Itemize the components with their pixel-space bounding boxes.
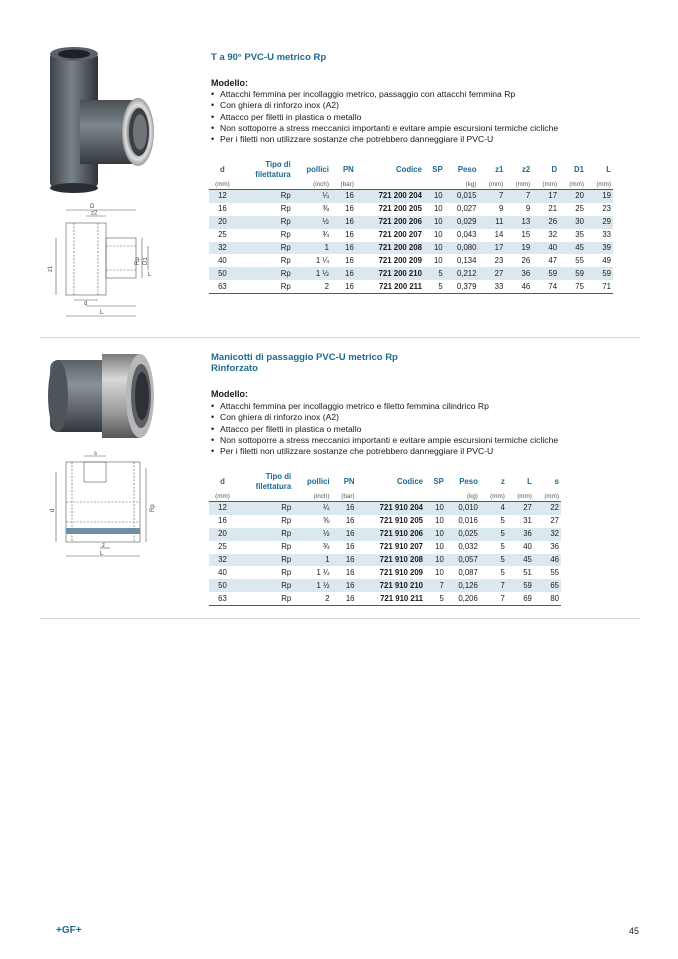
list-item: • Per i filetti non utilizzare sostanze che potrebbero danneggiare il PVC-U [211,134,558,145]
table-cell: 10 [433,204,443,214]
table-cell: 14 [494,230,504,240]
table-cell: 10 [435,567,444,577]
table-row [209,579,561,592]
reducer-spec-table [209,472,561,606]
table-cell: ¼ [293,190,331,203]
table-cell: 30 [559,216,586,229]
table-cell: 16 [345,230,354,240]
table-row [209,203,613,216]
table-cell: 721 200 211 [356,280,424,293]
column-header: z [500,477,505,486]
table-cell: 721 200 209 [378,255,422,265]
table-cell: 36 [507,528,534,541]
table-cell: 20 [559,190,586,203]
column-header: d [220,477,225,486]
table-cell: 11 [478,216,505,229]
table-cell: 721 200 208 [356,242,424,255]
table-cell: 721 910 205 [379,516,424,526]
tee-spec-table [209,160,613,294]
table-header-row [209,160,613,180]
table-cell: 0,010 [446,502,480,515]
table-cell: 721 200 207 [378,230,422,240]
table-cell: 26 [521,255,531,265]
table-cell: 49 [602,255,611,265]
column-header: PN [342,165,354,174]
table-cell: 0,057 [446,554,480,567]
table-cell: 25 [218,230,227,240]
table-row [209,541,561,554]
section1-model-label: Modello: [211,78,248,88]
column-unit: (mm) [209,492,236,502]
column-header: z1 [495,165,504,174]
table-cell: 10 [435,516,444,526]
column-header: SP [433,477,444,486]
table-cell: 65 [534,579,561,592]
table-cell: 71 [586,280,613,293]
column-header: Tipo di filettatura [255,472,292,491]
column-header: Codice [397,477,424,486]
table-cell: 16 [331,242,356,255]
tee-dim-Rp: Rp [135,257,141,265]
table-cell: 721 910 207 [379,542,424,552]
table-cell: 26 [532,216,559,229]
table-cell: 0,016 [458,516,478,526]
column-header: D1 [574,165,584,174]
table-cell: ⅜ [323,516,330,526]
table-cell: 7 [505,190,532,203]
table-cell: 10 [425,502,446,515]
table-cell: Rp [281,542,292,552]
table-cell: 4 [480,502,507,515]
table-cell: 0,379 [445,280,479,293]
table-unit-row [209,180,613,190]
list-item: • Attacchi femmina per incollaggio metrico e filetto femmina cilindrico Rp [211,401,558,412]
tee-dim-D: D [90,204,95,210]
table-cell: 19 [586,190,613,203]
table-row [209,592,561,605]
table-cell: 0,032 [458,542,478,552]
column-unit: (mm) [478,180,505,190]
table-cell: 1 ½ [293,267,331,280]
table-cell: 40 [218,567,227,577]
list-item: • Attacchi femmina per incollaggio metrico, passaggio con attacchi femmina Rp [211,89,558,100]
tee-dim-L-side: L [148,272,152,278]
tee-product-photo [40,42,158,194]
table-row [209,515,561,528]
table-cell: Rp [280,255,291,265]
table-row [209,267,613,280]
tee-dim-d: d [84,301,88,307]
table-row [209,216,613,229]
table-row [209,502,561,515]
table-cell: 10 [424,242,445,255]
table-cell: 7 [480,579,507,592]
table-cell: 25 [218,542,227,552]
table-row [209,566,561,579]
table-cell: 0,087 [458,567,478,577]
column-unit: (mm) [559,180,586,190]
column-unit: (kg) [445,180,479,190]
reducer-dim-L: L [100,551,104,557]
list-item: • Con ghiera di rinforzo inox (A2) [211,100,558,111]
table-cell: 0,025 [446,528,480,541]
table-cell: 32 [209,554,236,567]
section1-bullet-list [211,89,558,145]
table-cell: Rp [236,216,293,229]
column-header: D [551,165,558,174]
table-cell: 45 [559,242,586,255]
table-cell: 16 [218,204,227,214]
table-cell: 35 [575,230,584,240]
table-cell: 0,134 [456,255,477,265]
column-header: pollici [306,165,329,174]
table-cell: 32 [209,242,236,255]
table-cell: Rp [236,267,293,280]
column-unit: (inch) [293,492,331,502]
table-cell: 59 [532,267,559,280]
table-cell: ½ [293,216,331,229]
table-cell: 10 [435,542,444,552]
table-cell: 36 [550,542,559,552]
table-cell: 16 [345,204,354,214]
table-cell: 59 [507,579,534,592]
column-unit [424,180,445,190]
section2-bullet-list [211,401,558,457]
table-cell: 0,080 [445,242,479,255]
table-cell: 16 [331,216,356,229]
table-cell: 1 ½ [293,579,331,592]
table-row [209,190,613,203]
tee-dim-z2: z2 [91,210,98,217]
table-cell: 1 ¼ [316,567,330,577]
column-unit: (mm) [586,180,613,190]
table-cell: 10 [425,554,446,567]
table-cell: 33 [478,280,505,293]
table-cell: 16 [331,267,356,280]
table-cell: 721 200 206 [356,216,424,229]
table-cell: 2 [293,592,331,605]
tee-dim-z1: z1 [48,265,54,272]
column-unit: (kg) [446,492,480,502]
column-unit: (mm) [534,492,561,502]
section-divider [40,618,640,619]
table-cell: Rp [280,230,291,240]
table-cell: 69 [507,592,534,605]
column-unit [425,492,446,502]
column-header: Peso [459,477,478,486]
column-header: z2 [521,165,531,174]
table-row [209,280,613,293]
table-cell: 1 [293,242,331,255]
table-cell: 12 [209,190,236,203]
table-cell: 5 [425,592,446,605]
table-cell: 16 [345,255,354,265]
table-cell: 46 [505,280,532,293]
table-cell: 10 [425,528,446,541]
column-header: s [554,477,559,486]
table-cell: 27 [550,516,559,526]
table-cell: 16 [218,516,227,526]
table-cell: 47 [548,255,558,265]
table-cell: Rp [236,190,293,203]
table-cell: 25 [575,204,584,214]
section2-title-line2: Rinforzato [211,363,258,374]
table-cell: 39 [586,242,613,255]
table-cell: 12 [209,502,236,515]
list-item: • Con ghiera di rinforzo inox (A2) [211,412,558,423]
table-cell: 10 [433,255,443,265]
table-cell: 40 [218,255,227,265]
section2-model-label: Modello: [211,389,248,399]
table-unit-row [209,492,561,502]
table-cell: 721 910 204 [357,502,425,515]
table-cell: 59 [586,267,613,280]
table-cell: 7 [480,592,507,605]
table-row [209,528,561,541]
table-cell: 23 [602,204,611,214]
list-item: • Per i filetti non utilizzare sostanze che potrebbero danneggiare il PVC-U [211,446,558,457]
table-cell: Rp [236,242,293,255]
tee-dim-D1: D1 [143,257,149,265]
table-cell: 1 [293,554,331,567]
table-cell: 55 [575,255,584,265]
column-unit: (mm) [532,180,559,190]
table-cell: 21 [548,204,558,214]
table-cell: 5 [500,567,505,577]
list-item: • Non sottoporre a stress meccanici importanti e evitare ampie escursioni termiche cicliche [211,123,558,134]
section-divider [40,337,640,338]
table-cell: 7 [425,579,446,592]
reducer-dim-s: s [94,451,97,457]
column-header: Peso [457,165,477,174]
table-cell: 5 [480,528,507,541]
column-unit: (bar) [331,180,356,190]
table-cell: 63 [209,280,236,293]
reducer-product-photo [40,350,158,442]
column-header: L [606,165,611,174]
table-row [209,242,613,255]
table-cell: 17 [532,190,559,203]
column-unit: (mm) [480,492,507,502]
table-cell: 0,015 [445,190,479,203]
table-cell: 2 [293,280,331,293]
table-cell: 5 [480,554,507,567]
reducer-dim-z: z [102,543,105,549]
table-cell: 75 [559,280,586,293]
column-unit: (mm) [209,180,236,190]
table-cell: 80 [534,592,561,605]
table-cell: 0,029 [445,216,479,229]
table-cell: 16 [345,542,355,552]
table-cell: 9 [525,204,531,214]
reducer-technical-drawing [44,450,156,562]
table-cell: Rp [236,592,293,605]
table-cell: 23 [494,255,504,265]
table-cell: 16 [345,516,355,526]
table-cell: 46 [534,554,561,567]
table-cell: 721 910 206 [357,528,425,541]
column-unit: (inch) [293,180,331,190]
table-cell: 721 200 205 [378,204,422,214]
table-cell: Rp [280,204,291,214]
table-cell: 721 910 210 [357,579,425,592]
table-cell: 10 [424,216,445,229]
table-cell: 50 [209,579,236,592]
table-cell: 32 [548,230,558,240]
section1-title: T a 90° PVC-U metrico Rp [211,52,327,63]
table-cell: 5 [424,267,445,280]
table-cell: 51 [523,567,532,577]
table-cell: 20 [209,216,236,229]
table-cell: ¾ [322,230,329,240]
gf-logo: +GF+ [56,925,82,936]
table-cell: Rp [236,502,293,515]
column-header: SP [432,165,443,174]
column-unit [356,180,424,190]
reducer-dim-Rp: Rp [150,504,156,512]
table-cell: Rp [236,528,293,541]
table-cell: 13 [505,216,532,229]
table-row [209,229,613,242]
column-unit: (bar) [332,492,357,502]
column-unit [236,492,293,502]
table-cell: 0,206 [446,592,480,605]
table-cell: Rp [281,516,292,526]
table-cell: 16 [332,579,357,592]
table-cell: 10 [424,190,445,203]
table-cell: ¼ [293,502,331,515]
table-cell: 1 ¼ [315,255,329,265]
column-header: L [527,477,532,486]
list-item: • Non sottoporre a stress meccanici importanti e evitare ampie escursioni termiche cicliche [211,435,558,446]
table-cell: ⅜ [322,204,329,214]
table-cell: 59 [559,267,586,280]
table-cell: 16 [331,280,356,293]
table-cell: Rp [236,579,293,592]
table-cell: 17 [478,242,505,255]
table-cell: 63 [209,592,236,605]
table-cell: 22 [534,502,561,515]
table-cell: 0,126 [446,579,480,592]
list-item: • Attacco per filetti in plastica o metallo [211,424,558,435]
table-cell: 721 910 211 [357,592,425,605]
column-header: pollici [307,477,330,486]
table-cell: 19 [505,242,532,255]
table-cell: 0,027 [456,204,477,214]
table-cell: 0,212 [445,267,479,280]
column-header: Codice [395,165,422,174]
table-header-row [209,472,561,492]
table-cell: 5 [500,542,505,552]
table-cell: 16 [345,567,355,577]
table-cell: 10 [433,230,443,240]
table-cell: 27 [507,502,534,515]
table-cell: 721 200 210 [356,267,424,280]
column-header: d [220,165,225,174]
table-cell: 33 [602,230,611,240]
table-cell: 15 [521,230,531,240]
table-cell: ¾ [323,542,330,552]
page-number: 45 [629,926,640,936]
table-cell: 721 910 208 [357,554,425,567]
table-cell: 16 [332,528,357,541]
table-cell: 721 910 209 [379,567,424,577]
table-row [209,554,561,567]
column-unit [357,492,425,502]
table-cell: 16 [332,554,357,567]
column-unit: (mm) [505,180,532,190]
table-cell: 7 [478,190,505,203]
table-cell: 32 [534,528,561,541]
table-row [209,254,613,267]
table-cell: 16 [332,592,357,605]
table-cell: 40 [532,242,559,255]
table-cell: 9 [499,204,504,214]
table-cell: 31 [523,516,532,526]
table-cell: ½ [293,528,331,541]
table-cell: 5 [424,280,445,293]
column-unit: (mm) [507,492,534,502]
table-cell: 27 [478,267,505,280]
table-cell: 16 [331,190,356,203]
reducer-dim-d: d [50,508,56,512]
table-cell: 5 [500,516,505,526]
table-cell: 55 [550,567,559,577]
table-cell: 50 [209,267,236,280]
table-cell: 29 [586,216,613,229]
column-header: PN [343,477,355,486]
table-cell: Rp [236,554,293,567]
column-header: Tipo di filettatura [255,160,291,179]
tee-technical-drawing [44,198,156,322]
column-unit [236,180,293,190]
table-cell: 40 [523,542,532,552]
tee-dim-L-bottom: L [100,310,104,316]
section2-title-line1: Manicotti di passaggio PVC-U metrico Rp [211,352,398,363]
table-cell: Rp [236,280,293,293]
table-cell: 0,043 [456,230,477,240]
table-cell: 20 [209,528,236,541]
table-cell: 16 [332,502,357,515]
table-cell: 721 200 204 [356,190,424,203]
table-cell: 36 [505,267,532,280]
table-cell: 74 [532,280,559,293]
table-cell: 45 [507,554,534,567]
list-item: • Attacco per filetti in plastica o metallo [211,112,558,123]
table-cell: Rp [281,567,292,577]
